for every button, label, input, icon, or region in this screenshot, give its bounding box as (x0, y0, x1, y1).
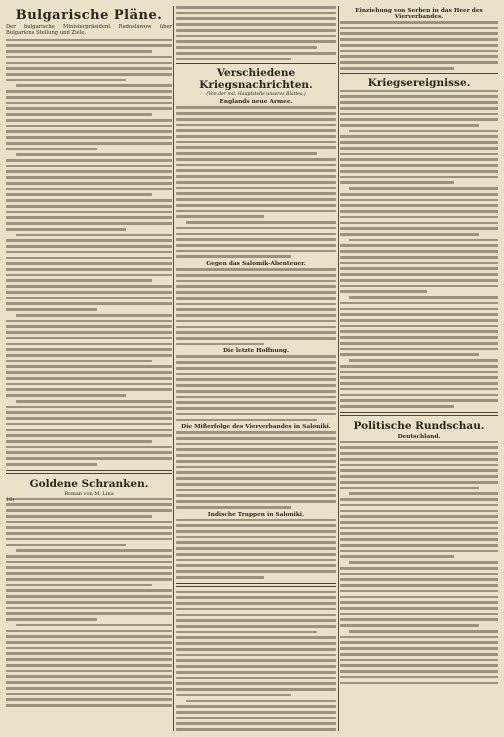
section-divider (176, 583, 336, 587)
column-rule (173, 6, 174, 731)
divider (176, 63, 336, 64)
article-body (176, 431, 336, 508)
serial-continuation (176, 591, 336, 731)
left-column (6, 6, 172, 731)
article-body (176, 519, 336, 579)
column-rule (338, 6, 339, 731)
section-title: Politische Rundschau. (353, 419, 485, 432)
article-body (340, 441, 498, 685)
section-title: Kriegsereignisse. (367, 76, 471, 89)
middle-column (176, 6, 336, 731)
subhead: Deutschland. (397, 433, 441, 440)
article-body (6, 39, 172, 466)
right-column (340, 6, 498, 731)
article-body (176, 268, 336, 345)
subhead: Englands neue Armee. (219, 99, 293, 106)
article-body (340, 21, 498, 70)
subhead: Indische Truppen in Saloniki. (207, 511, 305, 518)
serial-subtitle: Roman von M. Lina (64, 490, 114, 497)
subhead: Die Mißerfolge des Vierverbandes in Saloniki. (181, 424, 331, 431)
article-body (176, 106, 336, 258)
lead-text: Der bulgarische Ministerpräsident Radoslawow über Bulgariens Stellung und Ziele. (6, 24, 172, 36)
serial-body (6, 498, 172, 707)
section-title: Verschiedene Kriegsnachrichten. (199, 67, 313, 92)
section-divider (340, 412, 498, 416)
subhead: Die letzte Hoffnung. (223, 348, 289, 355)
serial-title: Goldene Schranken. (29, 477, 149, 490)
page-number: 16) (6, 497, 15, 503)
article-body (176, 355, 336, 421)
section-divider (6, 470, 172, 474)
section-note: (Von der mil. Hauptstelle unseres Blattes.) (206, 92, 306, 98)
top-headline: Einziehung von Serben in das Heer des Vierverbandes. (355, 8, 483, 20)
article-continuation (176, 6, 336, 60)
war-events-list (340, 90, 498, 408)
headline: Bulgarische Pläne. (15, 8, 163, 23)
subhead: Gegen das Salomik-Abenteuer. (206, 261, 306, 268)
divider (340, 73, 498, 74)
